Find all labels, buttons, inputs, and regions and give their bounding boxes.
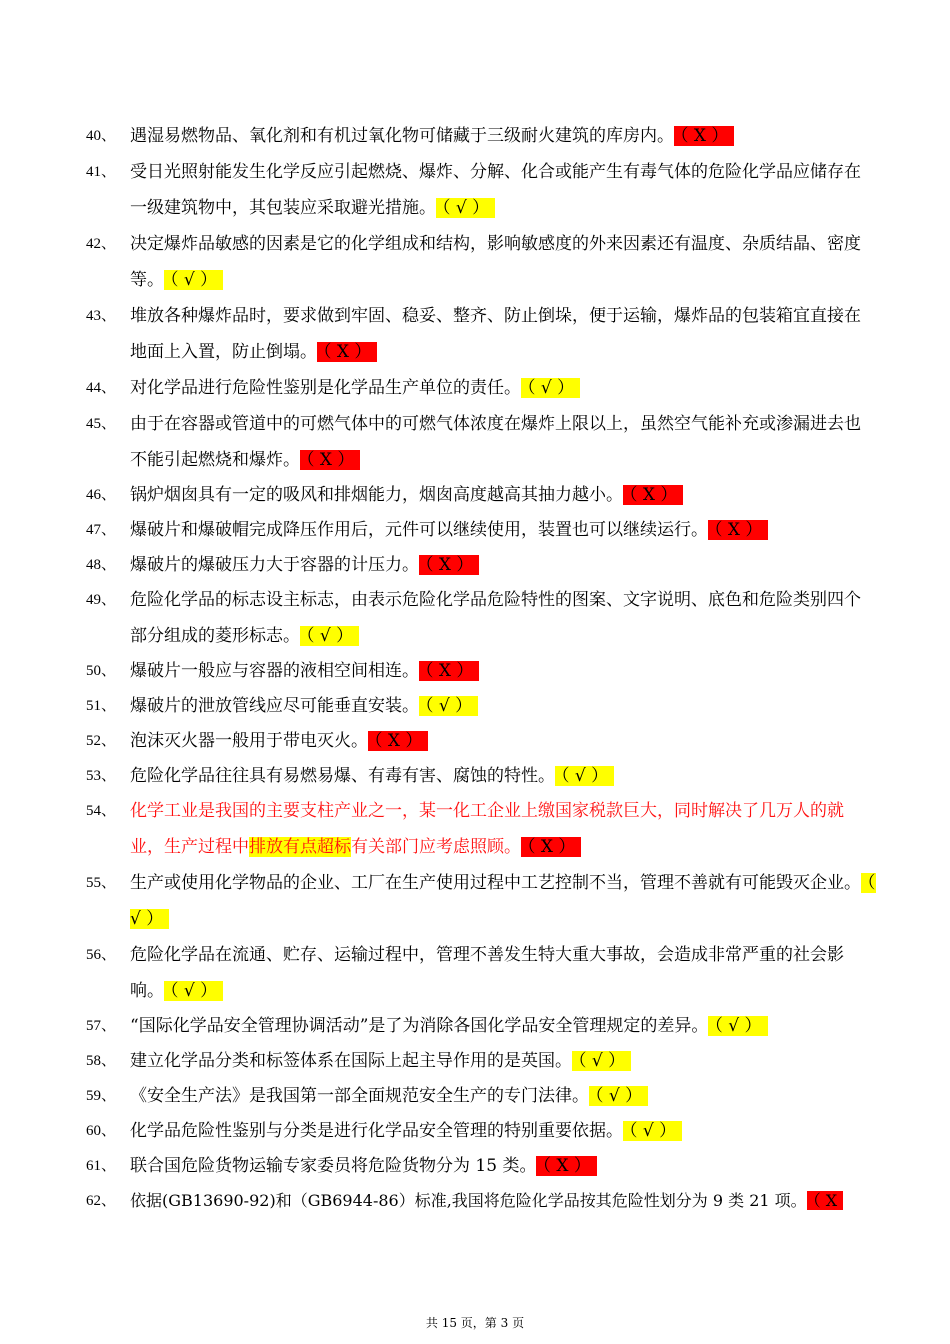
question-number: 51、 [86,698,117,714]
highlighted-text: 排放有点超标 [249,837,351,857]
question-number: 62、 [86,1193,117,1209]
question-text: 生产或使用化学物品的企业、工厂在生产使用过程中工艺控制不当，管理不善就有可能毁灭企业。 [130,873,861,893]
question-text: 危险化学品的标志设主标志，由表示危险化学品危险特性的图案、文字说明、底色和危险类别四个部分组成的菱形标志。 [130,590,861,646]
question-text: 爆破片和爆破帽完成降压作用后，元件可以继续使用，装置也可以继续运行。 [130,520,708,540]
answer-badge: （ X ） [623,485,683,505]
answer-badge: （ X ） [317,342,377,362]
answer-badge: （ √ ） [300,626,359,646]
question-number: 57、 [86,1018,117,1034]
question-number: 50、 [86,663,117,679]
question-text: 爆破片的爆破压力大于容器的计压力。 [130,555,419,575]
question-number: 46、 [86,487,117,503]
answer-badge: （ √ ） [521,378,580,398]
answer-badge: （ √ ） [589,1086,648,1106]
question-number: 41、 [86,164,117,180]
answer-badge: （ √ ） [708,1016,767,1036]
question-item [86,653,876,689]
question-number: 53、 [86,768,117,784]
question-item [86,547,876,583]
question-text: 对化学品进行危险性鉴别是化学品生产单位的责任。 [130,378,521,398]
question-text: 危险化学品往往具有易燃易爆、有毒有害、腐蚀的特性。 [130,766,555,786]
answer-badge: （ X ） [419,555,479,575]
answer-badge: （ √ ） [130,873,876,929]
question-item [86,1078,876,1114]
question-text: 堆放各种爆炸品时，要求做到牢固、稳妥、整齐、防止倒垛，便于运输，爆炸品的包装箱宜直接在地面上入置，防止倒塌。 [130,306,861,362]
answer-badge: （ X ） [521,837,581,857]
question-text: 危险化学品在流通、贮存、运输过程中，管理不善发生特大重大事故，会造成非常严重的社会影响。 [130,945,844,1001]
question-number: 45、 [86,416,117,432]
question-text: 锅炉烟囱具有一定的吸风和排烟能力，烟囱高度越高其抽力越小。 [130,485,623,505]
question-number: 47、 [86,522,117,538]
answer-badge: （ √ ） [419,696,478,716]
question-item [86,370,876,406]
question-text-tail: 有关部门应考虑照顾。 [351,837,521,857]
question-text: 联合国危险货物运输专家委员将危险货物分为 15 类。 [130,1156,537,1176]
question-number: 42、 [86,236,117,252]
question-item [86,1113,876,1149]
question-number: 54、 [86,803,117,819]
question-text: 泡沫灭火器一般用于带电灭火。 [130,731,368,751]
question-number: 52、 [86,733,117,749]
answer-badge: （ X ） [674,126,734,146]
question-item [86,298,876,370]
question-text: “国际化学品安全管理协调活动”是了为消除各国化学品安全管理规定的差异。 [130,1016,709,1036]
question-text: 遇湿易燃物品、氧化剂和有机过氧化物可储藏于三级耐火建筑的库房内。 [130,126,674,146]
question-item [86,865,876,937]
answer-badge: （ X ） [708,520,768,540]
question-item [86,582,876,654]
question-text: 爆破片一般应与容器的液相空间相连。 [130,661,419,681]
question-text: 《安全生产法》是我国第一部全面规范安全生产的专门法律。 [130,1086,589,1106]
answer-badge: （ X ） [300,450,360,470]
question-item [86,793,876,865]
question-number: 60、 [86,1123,117,1139]
answer-badge: （ √ ） [436,198,495,218]
question-item [86,1008,876,1044]
question-item [86,1183,876,1219]
question-number: 55、 [86,875,117,891]
question-item [86,154,876,226]
question-number: 49、 [86,592,117,608]
question-item [86,758,876,794]
answer-badge: （ √ ） [555,766,614,786]
question-item [86,1043,876,1079]
question-text: 化学工业是我国的主要支柱产业之一，某一化工企业上缴国家税款巨大，同时解决了几万人的就业，生产过程中 [130,801,844,857]
question-text: 爆破片的泄放管线应尽可能垂直安装。 [130,696,419,716]
question-item [86,688,876,724]
answer-badge: （ X ） [368,731,428,751]
question-text: 由于在容器或管道中的可燃气体中的可燃气体浓度在爆炸上限以上，虽然空气能补充或渗漏进去也不能引起燃烧和爆炸。 [130,414,861,470]
question-item [86,512,876,548]
answer-badge: （ X ） [419,661,479,681]
answer-badge: （ √ ） [164,270,223,290]
question-text: 依据(GB13690-92)和（GB6944-86）标准,我国将危险化学品按其危险性划分为 9 类 21 项。 [130,1191,807,1210]
question-number: 44、 [86,380,117,396]
answer-badge: （ √ ） [623,1121,682,1141]
question-text: 建立化学品分类和标签体系在国际上起主导作用的是英国。 [130,1051,572,1071]
question-item [86,477,876,513]
question-number: 56、 [86,947,117,963]
question-item [86,118,876,154]
question-number: 59、 [86,1088,117,1104]
question-item [86,226,876,298]
question-text: 化学品危险性鉴别与分类是进行化学品安全管理的特别重要依据。 [130,1121,623,1141]
question-item [86,723,876,759]
question-number: 43、 [86,308,117,324]
question-number: 61、 [86,1158,117,1174]
answer-badge: （ √ ） [572,1051,631,1071]
answer-badge: （ X [807,1191,843,1210]
question-item [86,1148,876,1184]
question-number: 40、 [86,128,117,144]
question-number: 58、 [86,1053,117,1069]
answer-badge: （ √ ） [164,981,223,1001]
answer-badge: （ X ） [536,1156,596,1176]
question-item [86,406,876,478]
question-text: 决定爆炸品敏感的因素是它的化学组成和结构，影响敏感度的外来因素还有温度、杂质结晶、密度等。 [130,234,861,290]
question-text: 受日光照射能发生化学反应引起燃烧、爆炸、分解、化合或能产生有毒气体的危险化学品应储存在一级建筑物中，其包装应采取避光措施。 [130,162,861,218]
page-footer: 共 15 页，第 3 页 [425,1316,525,1330]
question-item [86,937,876,1009]
question-number: 48、 [86,557,117,573]
